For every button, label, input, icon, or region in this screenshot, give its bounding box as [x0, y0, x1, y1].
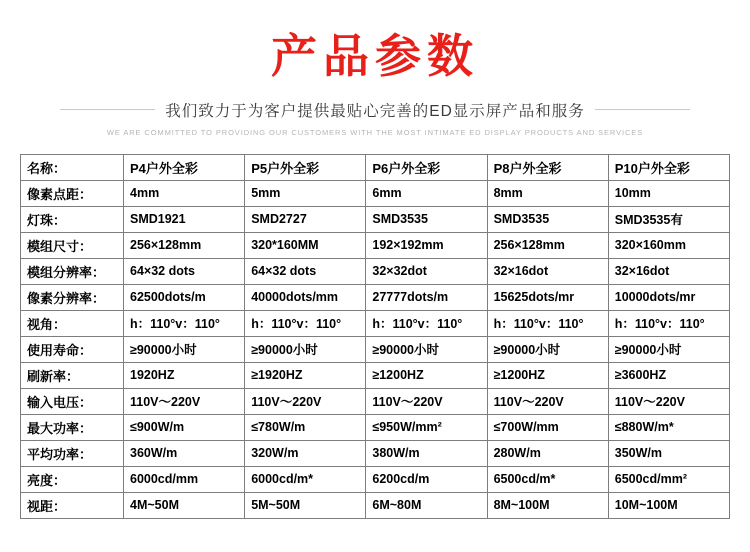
row-value: h：110°v：110°	[245, 310, 366, 336]
subtitle-row	[0, 99, 750, 121]
row-value: 6000cd/m*	[245, 466, 366, 492]
row-value: 1920HZ	[124, 362, 245, 388]
row-value: ≥1200HZ	[487, 362, 608, 388]
row-value: ≥90000小时	[366, 336, 487, 362]
row-label: 亮度：	[21, 466, 124, 492]
table-row	[21, 154, 730, 180]
row-label: 刷新率：	[21, 362, 124, 388]
row-value: 8M~100M	[487, 492, 608, 518]
table-row	[21, 284, 730, 310]
table-row	[21, 388, 730, 414]
row-value: 32×32dot	[366, 258, 487, 284]
row-label: 像素点距：	[21, 180, 124, 206]
row-label: 模组分辨率：	[21, 258, 124, 284]
row-label: 平均功率：	[21, 440, 124, 466]
row-value: 64×32 dots	[124, 258, 245, 284]
row-value: 32×16dot	[608, 258, 729, 284]
divider-left	[60, 109, 155, 110]
row-value: 110V～220V	[487, 388, 608, 414]
row-value: SMD3535	[366, 206, 487, 232]
row-label: 模组尺寸：	[21, 232, 124, 258]
row-value: ≥90000小时	[608, 336, 729, 362]
row-label: 使用寿命：	[21, 336, 124, 362]
row-value: SMD3535	[487, 206, 608, 232]
row-value: 280W/m	[487, 440, 608, 466]
table-row	[21, 336, 730, 362]
row-value: P8户外全彩	[487, 154, 608, 180]
table-row	[21, 310, 730, 336]
row-value: 62500dots/m	[124, 284, 245, 310]
row-value: P10户外全彩	[608, 154, 729, 180]
row-value: ≤880W/m*	[608, 414, 729, 440]
row-label: 名称：	[21, 154, 124, 180]
spec-table	[20, 154, 730, 519]
row-value: h：110°v：110°	[487, 310, 608, 336]
row-value: 256×128mm	[124, 232, 245, 258]
row-label: 输入电压：	[21, 388, 124, 414]
row-value: 10mm	[608, 180, 729, 206]
table-row	[21, 180, 730, 206]
row-label: 灯珠：	[21, 206, 124, 232]
table-row	[21, 258, 730, 284]
row-label: 视距：	[21, 492, 124, 518]
table-row	[21, 492, 730, 518]
row-value: 320W/m	[245, 440, 366, 466]
row-value: 5M~50M	[245, 492, 366, 518]
row-value: 110V～220V	[245, 388, 366, 414]
row-value: 110V～220V	[124, 388, 245, 414]
row-value: P6户外全彩	[366, 154, 487, 180]
row-value: 6000cd/mm	[124, 466, 245, 492]
row-value: 4M~50M	[124, 492, 245, 518]
row-value: ≥90000小时	[487, 336, 608, 362]
row-value: h：110°v：110°	[366, 310, 487, 336]
row-value: 320×160mm	[608, 232, 729, 258]
row-value: 110V～220V	[366, 388, 487, 414]
row-value: 256×128mm	[487, 232, 608, 258]
row-value: P5户外全彩	[245, 154, 366, 180]
spec-table-body	[21, 154, 730, 518]
row-value: h：110°v：110°	[608, 310, 729, 336]
table-row	[21, 440, 730, 466]
row-value: SMD3535有	[608, 206, 729, 232]
row-value: ≤950W/mm²	[366, 414, 487, 440]
row-value: 40000dots/mm	[245, 284, 366, 310]
row-value: 5mm	[245, 180, 366, 206]
row-value: h：110°v：110°	[124, 310, 245, 336]
row-value: ≤700W/mm	[487, 414, 608, 440]
row-value: 360W/m	[124, 440, 245, 466]
table-row	[21, 414, 730, 440]
row-value: SMD1921	[124, 206, 245, 232]
spec-table-container	[20, 154, 730, 519]
table-row	[21, 362, 730, 388]
row-value: 110V～220V	[608, 388, 729, 414]
page-title: 产品参数	[271, 30, 479, 82]
row-value: ≥3600HZ	[608, 362, 729, 388]
row-value: 350W/m	[608, 440, 729, 466]
row-label: 最大功率：	[21, 414, 124, 440]
row-value: 15625dots/mr	[487, 284, 608, 310]
row-value: 6200cd/m	[366, 466, 487, 492]
row-value: 6mm	[366, 180, 487, 206]
row-value: 6500cd/mm²	[608, 466, 729, 492]
row-value: 64×32 dots	[245, 258, 366, 284]
row-value: 6500cd/m*	[487, 466, 608, 492]
row-value: ≥1920HZ	[245, 362, 366, 388]
row-value: 380W/m	[366, 440, 487, 466]
page-subtitle: 我们致力于为客户提供最贴心完善的ED显示屏产品和服务	[165, 102, 585, 120]
row-value: 27777dots/m	[366, 284, 487, 310]
row-value: ≥90000小时	[124, 336, 245, 362]
row-value: ≤900W/m	[124, 414, 245, 440]
row-value: 192×192mm	[366, 232, 487, 258]
row-label: 像素分辨率：	[21, 284, 124, 310]
row-value: 8mm	[487, 180, 608, 206]
table-row	[21, 232, 730, 258]
table-row	[21, 206, 730, 232]
row-value: P4户外全彩	[124, 154, 245, 180]
table-row	[21, 466, 730, 492]
row-value: 10000dots/mr	[608, 284, 729, 310]
page-subtitle-english: WE ARE COMMITTED TO PROVIDING OUR CUSTOMERS WITH THE MOST INTIMATE ED DISPLAY PRODUCTS AND SERVICES	[106, 127, 644, 137]
row-value: ≤780W/m	[245, 414, 366, 440]
page-header	[0, 0, 750, 137]
divider-right	[595, 109, 690, 110]
row-value: 10M~100M	[608, 492, 729, 518]
row-value: ≥1200HZ	[366, 362, 487, 388]
row-label: 视角：	[21, 310, 124, 336]
row-value: SMD2727	[245, 206, 366, 232]
row-value: ≥90000小时	[245, 336, 366, 362]
row-value: 4mm	[124, 180, 245, 206]
row-value: 320*160MM	[245, 232, 366, 258]
row-value: 32×16dot	[487, 258, 608, 284]
row-value: 6M~80M	[366, 492, 487, 518]
